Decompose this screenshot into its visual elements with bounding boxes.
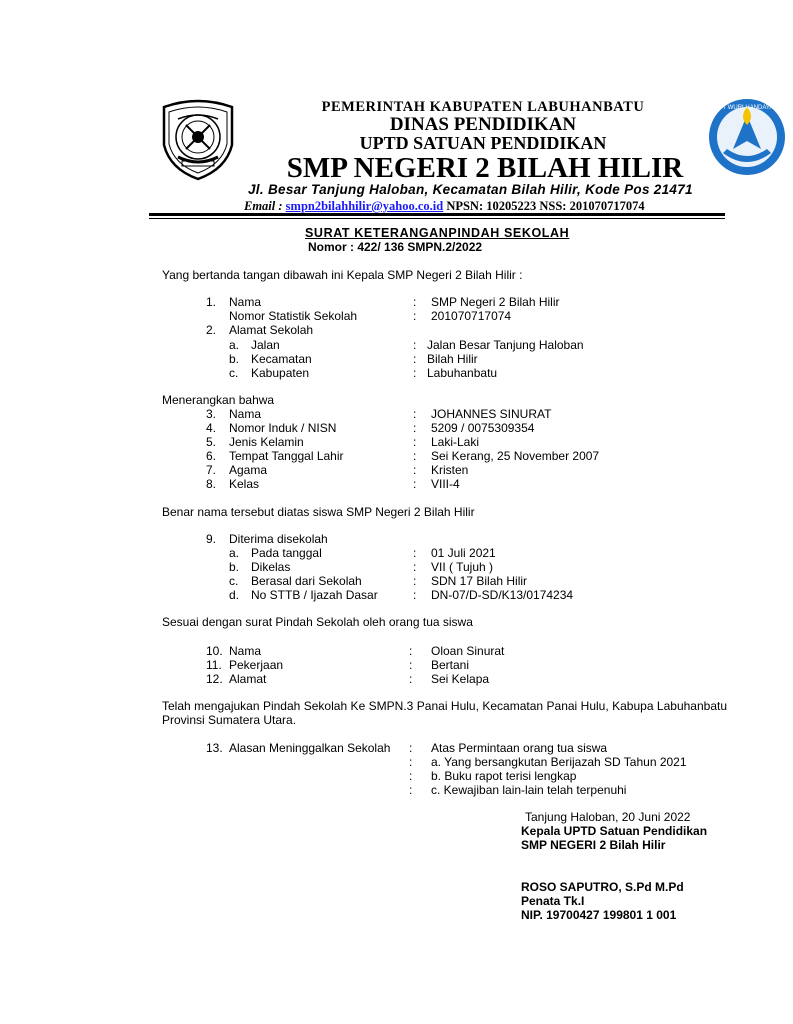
letterhead-contact-line [244, 199, 645, 214]
admission-heading-row: 9. Diterima disekolah [206, 532, 328, 546]
menerangkan-text: Menerangkan bahwa [162, 393, 275, 407]
parent-row: 10. Nama : Oloan Sinurat [206, 644, 505, 658]
tut-wuri-handayani-logo [703, 97, 780, 179]
school-info-row: Nomor Statistik Sekolah : 201070717074 [229, 309, 512, 323]
benar-text: Benar nama tersebut diatas siswa SMP Negeri 2 Bilah Hilir [162, 505, 475, 519]
document-number: Nomor : 422/ 136 SMPN.2/2022 [308, 240, 483, 254]
parent-row: 12. Alamat : Sei Kelapa [206, 672, 490, 686]
reason-row: : b. Buku rapot terisi lengkap [409, 769, 577, 783]
document-title: SURAT KETERANGANPINDAH SEKOLAH [305, 226, 570, 240]
letterhead-divider-thick [149, 213, 725, 216]
admission-row: c. Berasal dari Sekolah : SDN 17 Bilah Hilir [229, 574, 528, 588]
student-row: 3. Nama : JOHANNES SINURAT [206, 407, 552, 421]
regency-seal-logo [156, 97, 240, 181]
student-row: 5. Jenis Kelamin : Laki-Laki [206, 435, 480, 449]
school-address-row: c. Kabupaten : Labuhanbatu [229, 366, 498, 380]
admission-row: d. No STTB / Ijazah Dasar : DN-07/D-SD/K13/0174234 [229, 588, 574, 602]
reason-row: 13. Alasan Meninggalkan Sekolah : Atas Permintaan orang tua siswa [206, 741, 608, 755]
student-row: 7. Agama : Kristen [206, 463, 469, 477]
email-link[interactable]: smpn2bilahhilir@yahoo.co.id [285, 199, 444, 213]
logo-ring-text: TUT WURI HANDAYANI [714, 105, 780, 111]
school-info-row: 1. Nama : SMP Negeri 2 Bilah Hilir [206, 295, 560, 309]
student-row: 4. Nomor Induk / NISN : 5209 / 0075309354 [206, 421, 535, 435]
letterhead-department: DINAS PENDIDIKAN [389, 114, 577, 135]
signature-rank: Penata Tk.I [521, 894, 585, 908]
student-row: 8. Kelas : VIII-4 [206, 477, 460, 491]
signature-position-1: Kepala UPTD Satuan Pendidikan [521, 824, 708, 838]
letterhead-unit: UPTD SATUAN PENDIDIKAN [359, 133, 607, 153]
student-row: 6. Tempat Tanggal Lahir : Sei Kerang, 25 November 2007 [206, 449, 600, 463]
signature-nip: NIP. 19700427 199801 1 001 [521, 908, 677, 922]
signature-place-date: Tanjung Haloban, 20 Juni 2022 [525, 810, 691, 824]
reason-row: : c. Kewajiban lain-lain telah terpenuhi [409, 783, 627, 797]
reason-row: : a. Yang bersangkutan Berijazah SD Tahun 2021 [409, 755, 687, 769]
signature-position-2: SMP NEGERI 2 Bilah Hilir [521, 838, 666, 852]
admission-row: a. Pada tanggal : 01 Juli 2021 [229, 546, 496, 560]
signature-name: ROSO SAPUTRO, S.Pd M.Pd [521, 880, 684, 894]
letterhead-divider-thin [149, 218, 725, 219]
letterhead-address: Jl. Besar Tanjung Haloban, Kecamatan Bilah Hilir, Kode Pos 21471 [248, 182, 693, 197]
intro-text: Yang bertanda tangan dibawah ini Kepala SMP Negeri 2 Bilah Hilir : [162, 268, 523, 282]
letterhead-school-name: SMP NEGERI 2 BILAH HILIR [286, 152, 684, 184]
letterhead-government: PEMERINTAH KABUPATEN LABUHANBATU [321, 99, 645, 115]
telah-paragraph: Telah mengajukan Pindah Sekolah Ke SMPN.3 Panai Hulu, Kecamatan Panai Hulu, Kabupa Labuhanbatu Provinsi Sumatera Utara. [162, 699, 727, 727]
email-label: Email : [244, 199, 283, 213]
school-ids: NPSN: 10205223 NSS: 201070717074 [443, 199, 645, 213]
school-info-row: 2. Alamat Sekolah [206, 323, 314, 337]
parent-row: 11. Pekerjaan : Bertani [206, 658, 470, 672]
school-address-row: a. Jalan : Jalan Besar Tanjung Haloban [229, 338, 584, 352]
sesuai-text: Sesuai dengan surat Pindah Sekolah oleh orang tua siswa [162, 615, 473, 629]
school-address-row: b. Kecamatan : Bilah Hilir [229, 352, 478, 366]
admission-row: b. Dikelas : VII ( Tujuh ) [229, 560, 494, 574]
